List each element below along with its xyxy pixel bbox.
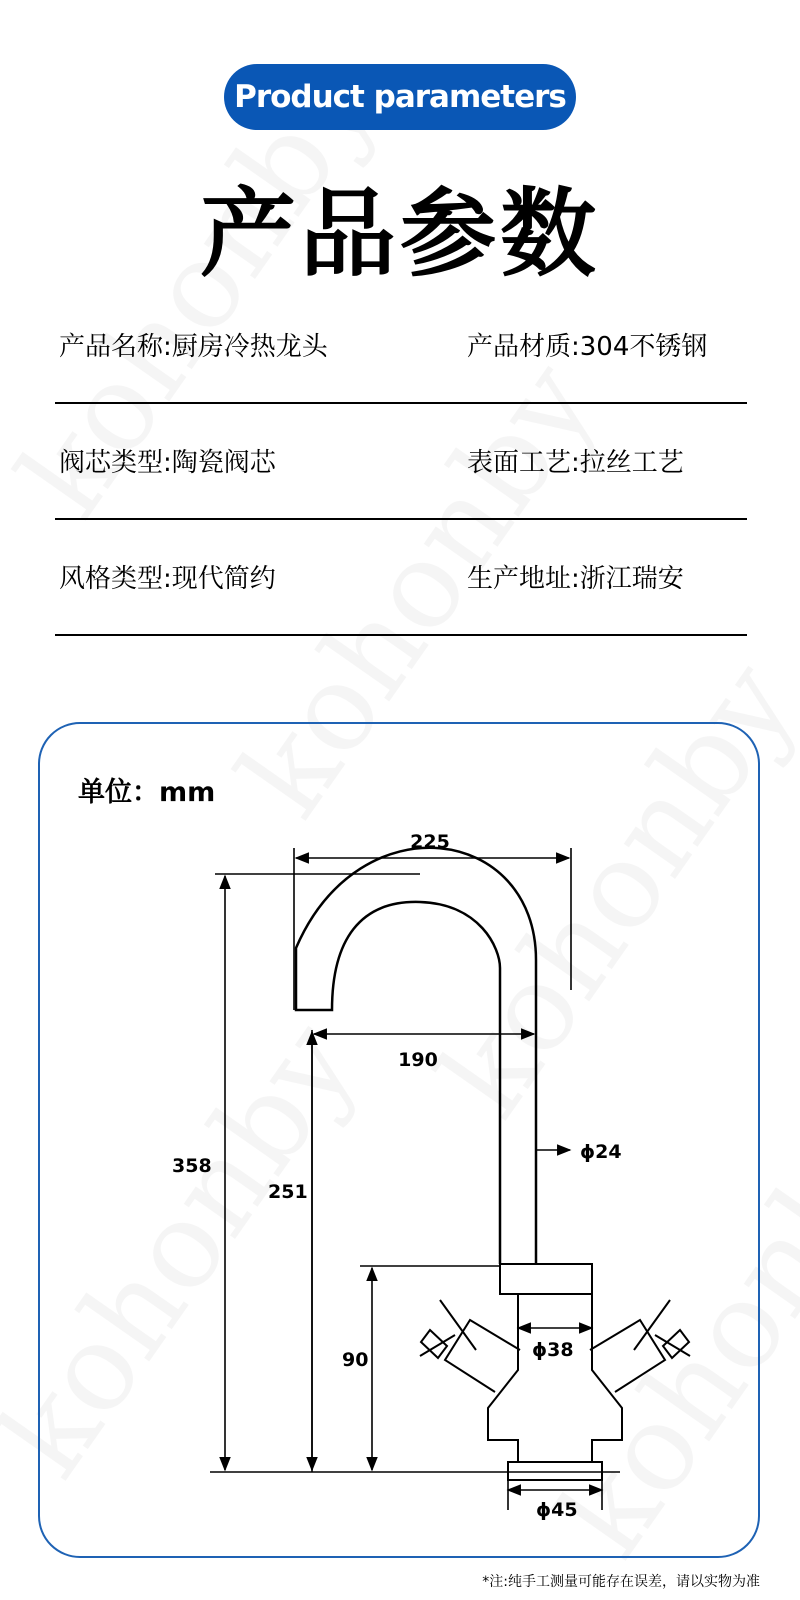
dim-90: 90 [342, 1349, 369, 1371]
body-top [500, 1264, 592, 1294]
right-handle [634, 1300, 690, 1358]
base-plate [508, 1462, 602, 1480]
dimension-lines [210, 848, 620, 1510]
param-surface-finish: 表面工艺:拉丝工艺 [467, 448, 684, 478]
faucet-outline [296, 848, 690, 1480]
dim-225: 225 [410, 831, 450, 853]
unit-label: 单位：mm [78, 777, 216, 808]
dim-base-dia: ϕ45 [536, 1499, 578, 1521]
left-handle [420, 1300, 476, 1358]
dim-358: 358 [172, 1155, 212, 1177]
page-title: 产品参数 [200, 178, 600, 290]
dim-pipe-dia: ϕ24 [580, 1141, 622, 1163]
param-material: 产品材质:304不锈钢 [467, 332, 708, 362]
dim-251: 251 [268, 1181, 308, 1203]
body-mid [488, 1294, 622, 1462]
dim-body-dia: ϕ38 [532, 1339, 574, 1361]
param-origin: 生产地址:浙江瑞安 [467, 564, 684, 594]
param-style: 风格类型:现代简约 [59, 564, 276, 594]
badge-label: Product parameters [234, 79, 566, 115]
param-valve-type: 阀芯类型:陶瓷阀芯 [59, 448, 276, 478]
measurement-disclaimer: *注:纯手工测量可能存在误差，请以实物为准 [482, 1574, 760, 1590]
param-product-name: 产品名称:厨房冷热龙头 [59, 332, 328, 362]
dim-190: 190 [398, 1049, 438, 1071]
